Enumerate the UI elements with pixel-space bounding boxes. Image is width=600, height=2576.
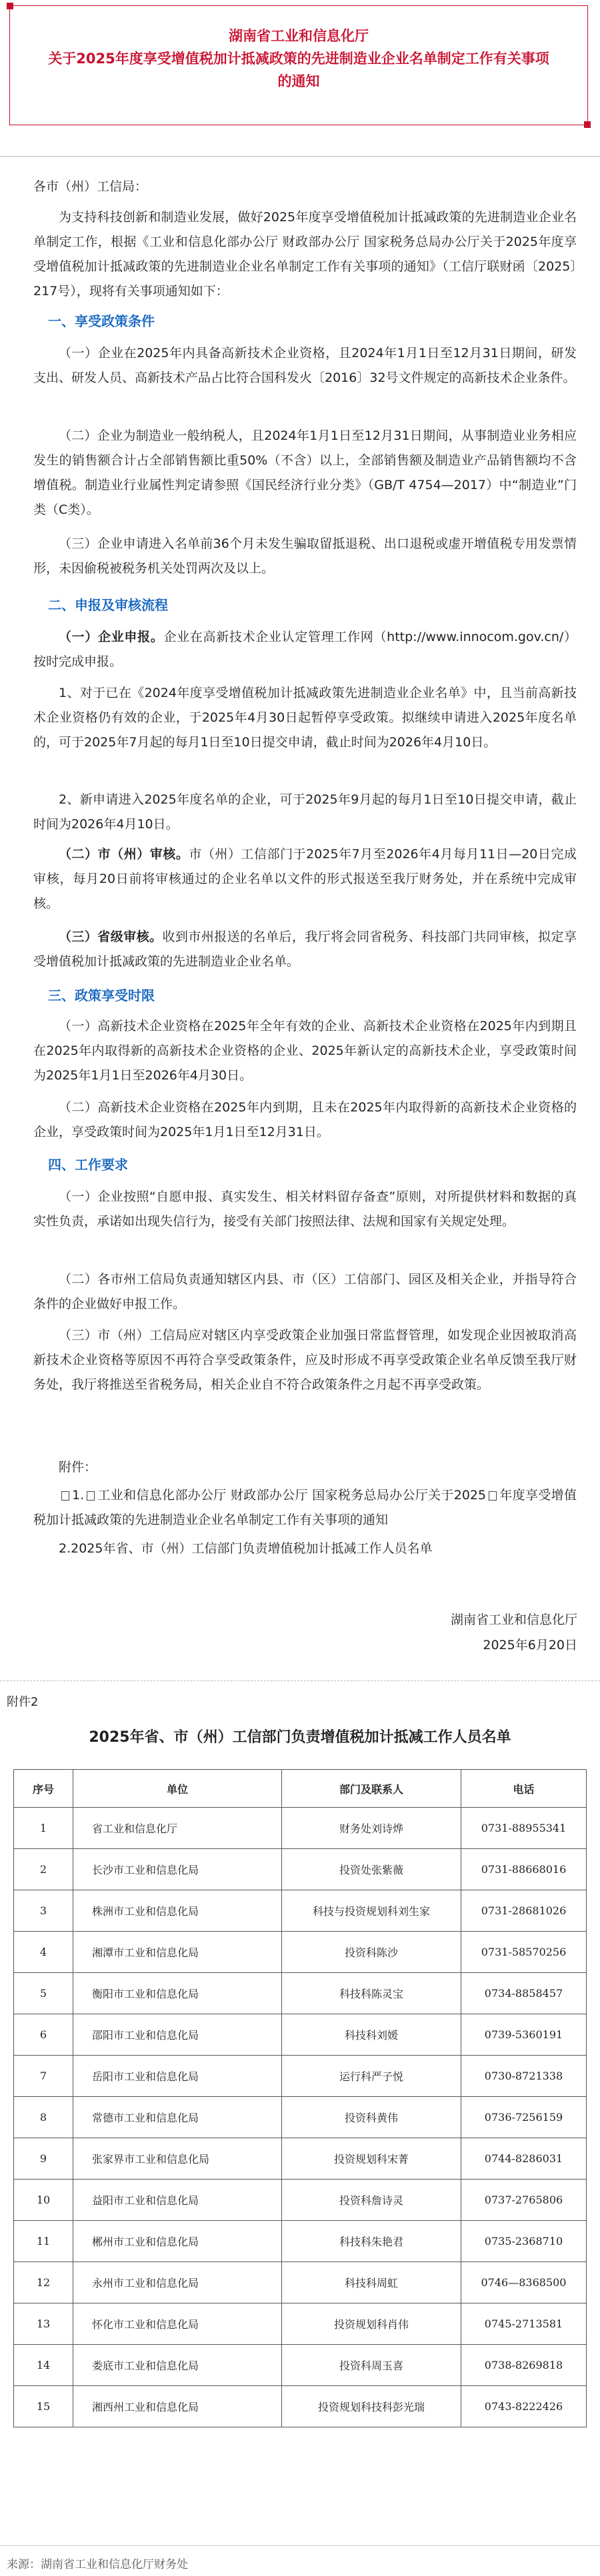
row-phone: 0746—8368500 — [461, 2262, 587, 2303]
process-step-text: 收到市州报送的名单后，我厅将会同省税务、科技部门共同审核，拟定享受增值税加计抵减政策的先进制造业企业名单。 — [33, 930, 577, 969]
condition-2: （二）企业为制造业一般纳税人，且2024年1月1日至12月31日期间，从事制造业业务相应发生的销售额合计占全部销售额比重50%（不含）以上，全部销售额及制造业产品销售额均不含增值税。制造业行业属性判定请参照《国民经济行业分类》（GB/T 4754—2017）中“制造业”门类（C类）。 — [33, 428, 577, 517]
table-row — [14, 2014, 587, 2056]
row-contact: 运行科严子悦 — [282, 2056, 461, 2097]
table-row — [14, 1932, 587, 1973]
row-contact: 投资科陈沙 — [282, 1932, 461, 1973]
row-index: 8 — [14, 2097, 73, 2138]
row-contact: 科技科朱艳君 — [282, 2221, 461, 2262]
process-step-label: （二）市（州）审核。 — [59, 847, 189, 862]
section-title-requirements: 四、工作要求 — [48, 1157, 128, 1173]
process-province-review — [33, 925, 577, 974]
row-phone: 0739-5360191 — [461, 2014, 587, 2056]
table-row — [14, 2180, 587, 2221]
row-index: 9 — [14, 2138, 73, 2180]
row-index: 6 — [14, 2014, 73, 2056]
annex-label: 附件2 — [7, 1695, 39, 1709]
period-2: （二）高新技术企业资格在2025年内到期，且未在2025年内取得新的高新技术企业资格的企业，享受政策时间为2025年1月1日至12月31日。 — [33, 1100, 577, 1139]
row-index: 12 — [14, 2262, 73, 2303]
section-title-period: 三、政策享受时限 — [48, 987, 155, 1003]
column-header: 单位 — [73, 1770, 282, 1808]
row-phone: 0738-8269818 — [461, 2345, 587, 2386]
table-row — [14, 2056, 587, 2097]
corner-decoration — [584, 121, 591, 128]
row-index: 7 — [14, 2056, 73, 2097]
process-rule-1: 1、对于已在《2024年度享受增值税加计抵减政策先进制造业企业名单》中，且当前高新技术企业资格仍有效的企业，于2025年4月30日起暂停享受政策。拟继续申请进入2025年度名单的，可于2025年7月起的每月1日至10日提交申请，截止时间为2026年4月10日。 — [33, 686, 577, 750]
row-index: 11 — [14, 2221, 73, 2262]
staff-table — [13, 1769, 587, 2427]
row-unit: 永州市工业和信息化局 — [73, 2262, 282, 2303]
process-rule-2: 2、新申请进入2025年度名单的企业，可于2025年9月起的每月1日至10日提交申请，截止时间为2026年4月10日。 — [33, 792, 577, 832]
row-index: 13 — [14, 2303, 73, 2345]
table-row — [14, 2097, 587, 2138]
header-title-line1: 关于2025年度享受增值税加计抵减政策的先进制造业企业名单制定工作有关事项 — [48, 51, 549, 67]
column-header: 部门及联系人 — [282, 1770, 461, 1808]
period-1: （一）高新技术企业资格在2025年全年有效的企业、高新技术企业资格在2025年内到期且在2025年内取得新的高新技术企业资格的企业、2025年新认定的高新技术企业，享受政策时间为2025年1月1日至2026年4月30日。 — [33, 1019, 577, 1083]
attachment-1-number: 1. — [72, 1488, 85, 1503]
section-title-conditions: 一、享受政策条件 — [48, 313, 155, 329]
row-index: 15 — [14, 2386, 73, 2427]
row-contact: 科技科周虹 — [282, 2262, 461, 2303]
row-index: 2 — [14, 1849, 73, 1890]
requirement-3: （三）市（州）工信局应对辖区内享受政策企业加强日常监督管理，如发现企业因被取消高新技术企业资格等原因不再符合享受政策条件，应及时形成不再享受政策企业名单反馈至我厅财务处，我厅将推送至省税务局，相关企业自不符合政策条件之月起不再享受政策。 — [33, 1328, 577, 1392]
row-unit: 湘潭市工业和信息化局 — [73, 1932, 282, 1973]
row-unit: 岳阳市工业和信息化局 — [73, 2056, 282, 2097]
requirement-2: （二）各市州工信局负责通知辖区内县、市（区）工信部门、园区及相关企业，并指导符合条件的企业做好申报工作。 — [33, 1272, 577, 1311]
footer-divider — [0, 2545, 600, 2546]
signature-date: 2025年6月20日 — [483, 1638, 577, 1652]
row-contact: 投资科周玉喜 — [282, 2345, 461, 2386]
row-contact: 科技科陈灵宝 — [282, 1973, 461, 2014]
row-contact: 科技科刘媛 — [282, 2014, 461, 2056]
row-index: 10 — [14, 2180, 73, 2221]
column-header: 序号 — [14, 1770, 73, 1808]
table-row — [14, 1849, 587, 1890]
row-contact: 投资处张紫薇 — [282, 1849, 461, 1890]
row-phone: 0731-88668016 — [461, 1849, 587, 1890]
attachment-2-link[interactable]: 2.2025年省、市（州）工信部门负责增值税加计抵减工作人员名单 — [59, 1541, 433, 1556]
row-unit: 长沙市工业和信息化局 — [73, 1849, 282, 1890]
attachment-file-icon — [87, 1491, 95, 1501]
row-phone: 0735-2368710 — [461, 2221, 587, 2262]
row-contact: 投资科詹诗灵 — [282, 2180, 461, 2221]
attachment-1-title: 工业和信息化部办公厅 财政部办公厅 国家税务总局办公厅关于2025 — [97, 1488, 487, 1503]
table-row — [14, 2221, 587, 2262]
process-city-review — [33, 842, 577, 916]
row-unit: 娄底市工业和信息化局 — [73, 2345, 282, 2386]
process-step-text: 市（州）工信部门于2025年7月至2026年4月每月11日—20日完成审核，每月20日前将审核通过的企业名单以文件的形式报送至我厅财务处，并在系统中完成审核。 — [33, 847, 577, 911]
header-title-line2: 的通知 — [277, 73, 320, 89]
row-unit: 张家界市工业和信息化局 — [73, 2138, 282, 2180]
table-row — [14, 2138, 587, 2180]
source-note: 来源：湖南省工业和信息化厅财务处 — [7, 2558, 188, 2571]
row-phone: 0736-7256159 — [461, 2097, 587, 2138]
row-contact: 科技与投资规划科刘生家 — [282, 1890, 461, 1932]
row-unit: 益阳市工业和信息化局 — [73, 2180, 282, 2221]
header-org: 湖南省工业和信息化厅 — [229, 28, 369, 44]
column-header: 电话 — [461, 1770, 587, 1808]
row-unit: 湘西州工业和信息化局 — [73, 2386, 282, 2427]
attachment-1-title-cont: 年度享受增值税加计抵减政策的先进制造业企业名单制定工作有关事项的通知 — [33, 1488, 577, 1527]
table-row — [14, 2262, 587, 2303]
row-contact: 财务处刘诗烨 — [282, 1808, 461, 1849]
row-unit: 郴州市工业和信息化局 — [73, 2221, 282, 2262]
attachment-1-link[interactable] — [33, 1483, 577, 1533]
process-step-label: （三）省级审核。 — [59, 930, 163, 944]
table-row — [14, 2303, 587, 2345]
section-title-process: 二、申报及审核流程 — [48, 597, 168, 613]
row-phone: 0745-2713581 — [461, 2303, 587, 2345]
row-contact: 投资规划科宋菁 — [282, 2138, 461, 2180]
row-phone: 0731-88955341 — [461, 1808, 587, 1849]
table-row — [14, 2345, 587, 2386]
process-step-label: （一）企业申报。 — [59, 630, 164, 644]
row-unit: 省工业和信息化厅 — [73, 1808, 282, 1849]
row-index: 14 — [14, 2345, 73, 2386]
row-phone: 0743-8222426 — [461, 2386, 587, 2427]
row-phone: 0737-2765806 — [461, 2180, 587, 2221]
process-step-text: 企业在高新技术企业认定管理工作网（http://www.innocom.gov.cn/）按时完成申报。 — [33, 630, 577, 669]
salutation: 各市（州）工信局： — [33, 179, 148, 194]
table-row — [14, 1808, 587, 1849]
row-index: 3 — [14, 1890, 73, 1932]
attachments-label: 附件： — [59, 1460, 97, 1475]
attachment-file-icon — [61, 1491, 69, 1501]
row-phone: 0731-58570256 — [461, 1932, 587, 1973]
row-phone: 0730-8721338 — [461, 2056, 587, 2097]
attachment-file-icon — [489, 1491, 497, 1501]
row-phone: 0734-8858457 — [461, 1973, 587, 2014]
annex-title: 2025年省、市（州）工信部门负责增值税加计抵减工作人员名单 — [89, 1729, 511, 1746]
row-unit: 常德市工业和信息化局 — [73, 2097, 282, 2138]
requirement-1: （一）企业按照“自愿申报、真实发生、相关材料留存备查”原则，对所提供材料和数据的真实性负责，承诺如出现失信行为，接受有关部门按照法律、法规和国家有关规定处理。 — [33, 1189, 577, 1229]
table-row — [14, 2386, 587, 2427]
table-header-row — [14, 1770, 587, 1808]
corner-decoration — [7, 3, 13, 9]
row-phone: 0731-28681026 — [461, 1890, 587, 1932]
row-unit: 株洲市工业和信息化局 — [73, 1890, 282, 1932]
process-company-apply — [33, 625, 577, 674]
row-contact: 投资规划科肖伟 — [282, 2303, 461, 2345]
row-unit: 衡阳市工业和信息化局 — [73, 1973, 282, 2014]
table-row — [14, 1890, 587, 1932]
annex-divider — [0, 1680, 600, 1681]
condition-1: （一）企业在2025年内具备高新技术企业资格，且2024年1月1日至12月31日期间，研发支出、研发人员、高新技术产品占比符合国科发火〔2016〕32号文件规定的高新技术企业条件。 — [33, 346, 577, 385]
signature-org: 湖南省工业和信息化厅 — [450, 1612, 577, 1627]
condition-3: （三）企业申请进入名单前36个月未发生骗取留抵退税、出口退税或虚开增值税专用发票情形，未因偷税被税务机关处罚两次及以上。 — [33, 536, 577, 576]
row-index: 5 — [14, 1973, 73, 2014]
notice-header-box — [9, 5, 588, 125]
row-contact: 投资规划科技科彭光瑞 — [282, 2386, 461, 2427]
table-row — [14, 1973, 587, 2014]
intro-paragraph: 为支持科技创新和制造业发展，做好2025年度享受增值税加计抵减政策的先进制造业企业名单制定工作，根据《工业和信息化部办公厅 财政部办公厅 国家税务总局办公厅关于2025年度享受增值税加计抵减政策的先进制造业企业名单制定工作有关事项的通知》（工信厅联财函〔2025〕217号），现将有关事项通知如下： — [33, 210, 577, 299]
header-divider — [0, 156, 600, 157]
row-index: 1 — [14, 1808, 73, 1849]
row-phone: 0744-8286031 — [461, 2138, 587, 2180]
row-unit: 邵阳市工业和信息化局 — [73, 2014, 282, 2056]
row-unit: 怀化市工业和信息化局 — [73, 2303, 282, 2345]
row-index: 4 — [14, 1932, 73, 1973]
row-contact: 投资科黄伟 — [282, 2097, 461, 2138]
